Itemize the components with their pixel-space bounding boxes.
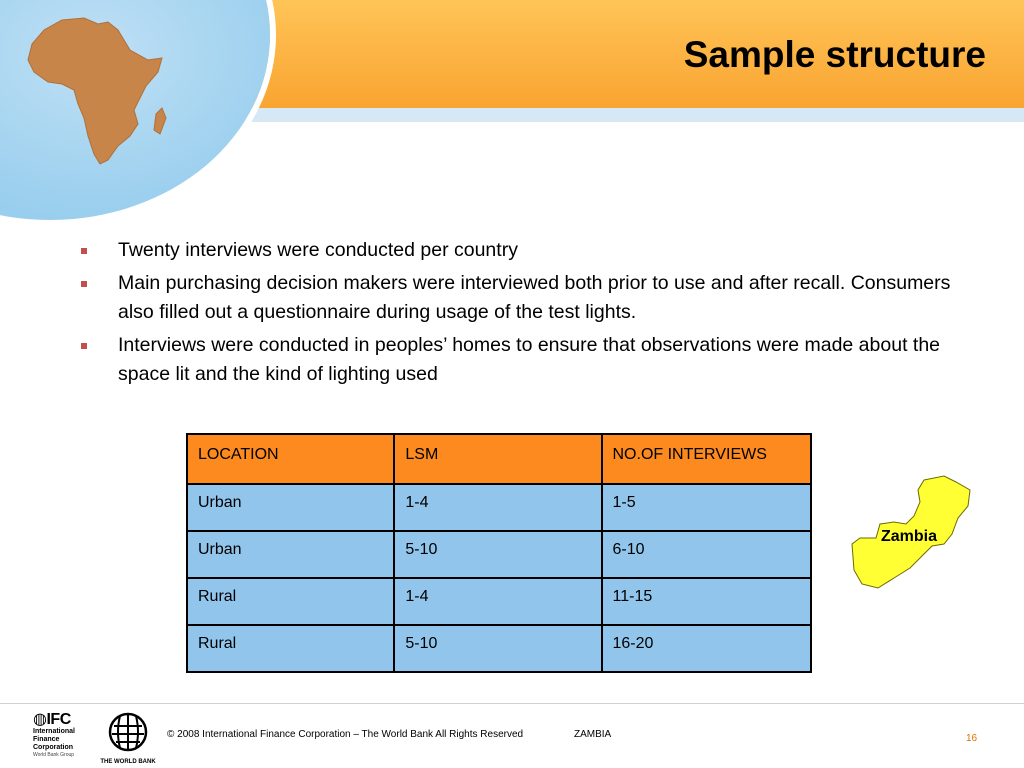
- table-cell: 5-10: [394, 531, 601, 578]
- square-bullet-icon: [81, 281, 87, 287]
- ifc-name-line: Finance: [33, 736, 60, 743]
- zambia-label: Zambia: [881, 528, 938, 545]
- bullet-list: [78, 236, 988, 393]
- header-underline: [250, 108, 1024, 122]
- table-cell: 11-15: [602, 578, 812, 625]
- table-row: [187, 578, 811, 625]
- square-bullet-icon: [81, 248, 87, 254]
- bullet-item: [78, 236, 988, 265]
- table-row: [187, 531, 811, 578]
- square-bullet-icon: [81, 343, 87, 349]
- table-row: [187, 625, 811, 672]
- header-interviews: NO.OF INTERVIEWS: [602, 434, 812, 484]
- ifc-name-line: Corporation: [33, 744, 74, 751]
- table-cell: Rural: [187, 578, 394, 625]
- sample-structure-table: [186, 433, 812, 673]
- table-cell: Urban: [187, 531, 394, 578]
- africa-map-icon: [22, 14, 172, 169]
- footer-divider: [0, 703, 1024, 704]
- world-bank-label: THE WORLD BANK: [100, 759, 156, 765]
- table-cell: Rural: [187, 625, 394, 672]
- header-location: LOCATION: [187, 434, 394, 484]
- bullet-item: [78, 331, 988, 389]
- table-cell: 1-5: [602, 484, 812, 531]
- bullet-text: Twenty interviews were conducted per country: [118, 239, 518, 261]
- header-lsm: LSM: [394, 434, 601, 484]
- table-row: [187, 484, 811, 531]
- table-header-row: [187, 434, 811, 484]
- table-cell: 1-4: [394, 578, 601, 625]
- copyright-text: © 2008 International Finance Corporation – The World Bank All Rights Reserved: [167, 729, 524, 740]
- slide-title: Sample structure: [683, 34, 986, 75]
- footer-country: ZAMBIA: [574, 729, 612, 740]
- bullet-item: [78, 269, 988, 327]
- page-number: 16: [966, 733, 978, 744]
- bullet-text: Interviews were conducted in peoples’ homes to ensure that observations were made about the space lit and the kind of lighting used: [118, 334, 941, 385]
- world-bank-globe-icon: [108, 712, 148, 752]
- ifc-name-line: International: [33, 728, 76, 735]
- ifc-logo-mark: ◍IFC: [33, 711, 71, 728]
- table-cell: 1-4: [394, 484, 601, 531]
- table-cell: 16-20: [602, 625, 812, 672]
- bullet-text: Main purchasing decision makers were interviewed both prior to use and after recall. Consumers also filled out a questionnaire during usage of the test lights.: [118, 272, 951, 323]
- ifc-group-tag: World Bank Group: [33, 752, 75, 758]
- table-cell: 5-10: [394, 625, 601, 672]
- ifc-logo: [33, 712, 93, 764]
- table-cell: Urban: [187, 484, 394, 531]
- globe-icon: ◍: [33, 711, 47, 728]
- world-bank-logo: [100, 712, 156, 764]
- table-cell: 6-10: [602, 531, 812, 578]
